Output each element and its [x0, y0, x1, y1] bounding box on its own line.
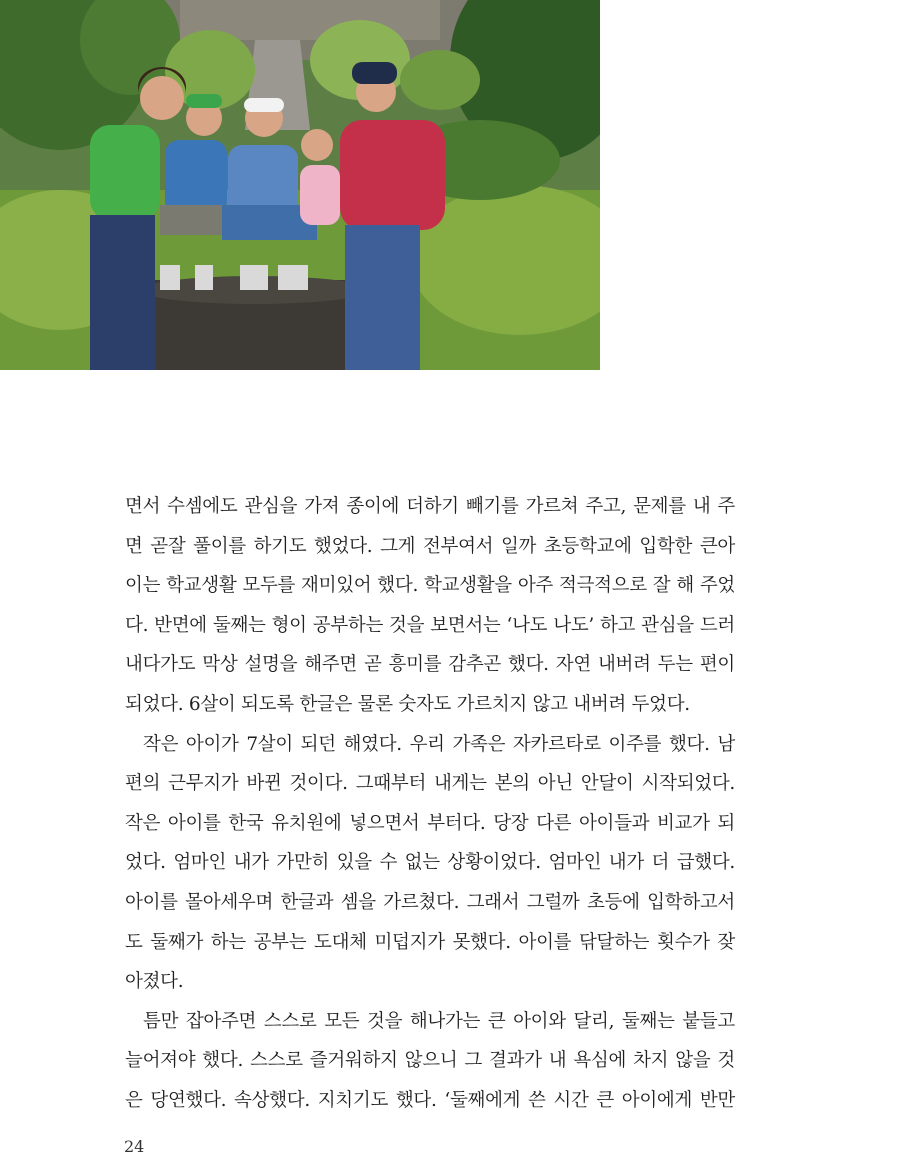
- body-text: [125, 487, 735, 1121]
- text-line: 작은 아이를 한국 유치원에 넣으면서 부터다. 당장 다른 아이들과 비교가 되: [125, 812, 735, 834]
- text-line: 내다가도 막상 설명을 해주면 곧 흥미를 감추곤 했다. 자연 내버려 두는 편이: [125, 654, 735, 676]
- text-line: 었다. 엄마인 내가 가만히 있을 수 없는 상황이었다. 엄마인 내가 더 급했다.: [125, 852, 735, 874]
- text-line: 다. 반면에 둘째는 형이 공부하는 것을 보면서는 ‘나도 나도’ 하고 관심을 드러: [125, 614, 735, 636]
- family-photo: [0, 0, 600, 370]
- text-line: 은 당연했다. 속상했다. 지치기도 했다. ‘둘째에게 쓴 시간 큰 아이에게 반만: [125, 1089, 735, 1111]
- text-line: 아졌다.: [125, 971, 184, 993]
- page-number: 24: [124, 1137, 145, 1156]
- text-line: 작은 아이가 7살이 되던 해였다. 우리 가족은 자카르타로 이주를 했다. 남: [143, 733, 735, 755]
- text-line: 아이를 몰아세우며 한글과 셈을 가르쳤다. 그래서 그럴까 초등에 입학하고서: [125, 891, 735, 913]
- text-line: 늘어져야 했다. 스스로 즐거워하지 않으니 그 결과가 내 욕심에 차지 않을 것: [125, 1050, 735, 1072]
- text-line: 되었다. 6살이 되도록 한글은 물론 숫자도 가르치지 않고 내버려 두었다.: [125, 693, 690, 715]
- text-line: 편의 근무지가 바뀐 것이다. 그때부터 내게는 본의 아닌 안달이 시작되었다.: [125, 773, 735, 795]
- text-line: 면서 수셈에도 관심을 가져 종이에 더하기 빼기를 가르쳐 주고, 문제를 내 주: [125, 496, 735, 517]
- text-line: 도 둘째가 하는 공부는 도대체 미덥지가 못했다. 아이를 닦달하는 횟수가 잦: [125, 931, 735, 953]
- text-line: 이는 학교생활 모두를 재미있어 했다. 학교생활을 아주 적극적으로 잘 해 주었: [125, 575, 735, 597]
- text-line: 면 곧잘 풀이를 하기도 했었다. 그게 전부여서 일까 초등학교에 입학한 큰아: [125, 535, 735, 557]
- text-line: 틈만 잡아주면 스스로 모든 것을 해나가는 큰 아이와 달리, 둘째는 붙들고: [143, 1010, 735, 1032]
- family-photo-icon: [0, 0, 600, 370]
